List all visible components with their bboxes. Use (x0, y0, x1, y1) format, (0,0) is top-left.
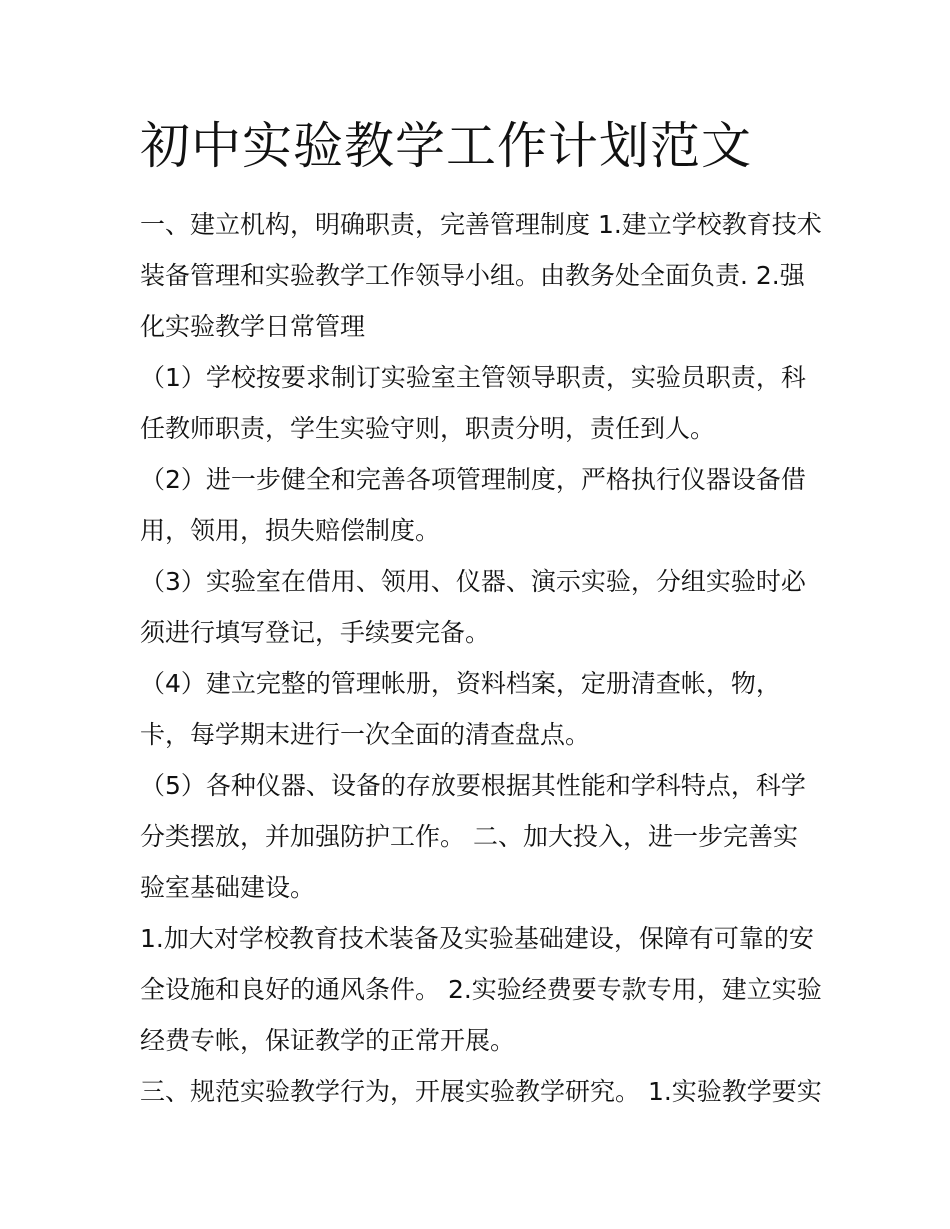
text-line: 须进行填写登记，手续要完备。 (140, 618, 491, 647)
text-line: （2）进一步健全和完善各项管理制度，严格执行仪器设备借 (140, 465, 806, 494)
text-line: 装备管理和实验教学工作领导小组。由教务处全面负责. 2.强 (140, 261, 805, 290)
text-line: （1）学校按要求制订实验室主管领导职责，实验员职责，科 (140, 363, 806, 392)
text-line: 化实验教学日常管理 (140, 312, 366, 341)
text-line: （4）建立完整的管理帐册，资料档案，定册清查帐，物， (140, 669, 781, 698)
text-line: 一、建立机构，明确职责，完善管理制度 1.建立学校教育技术 (140, 210, 822, 239)
text-line: （3）实验室在借用、领用、仪器、演示实验，分组实验时必 (140, 567, 806, 596)
text-line: 用，领用，损失赔偿制度。 (140, 516, 441, 545)
text-line: 三、规范实验教学行为，开展实验教学研究。 1.实验教学要实 (140, 1077, 822, 1106)
text-line: 卡，每学期末进行一次全面的清查盘点。 (140, 720, 591, 749)
text-line: 全设施和良好的通风条件。 2.实验经费要专款专用，建立实验 (140, 975, 822, 1004)
text-line: （5）各种仪器、设备的存放要根据其性能和学科特点，科学 (140, 771, 806, 800)
text-line: 1.加大对学校教育技术装备及实验基础建设，保障有可靠的安 (140, 924, 814, 953)
document-body (140, 199, 830, 1117)
text-line: 经费专帐，保证教学的正常开展。 (140, 1026, 516, 1055)
text-line: 验室基础建设。 (140, 873, 316, 902)
text-line: 分类摆放，并加强防护工作。 二、加大投入，进一步完善实 (140, 822, 798, 851)
text-line: 任教师职责，学生实验守则，职责分明，责任到人。 (140, 414, 716, 443)
document-title: 初中实验教学工作计划范文 (140, 117, 752, 175)
